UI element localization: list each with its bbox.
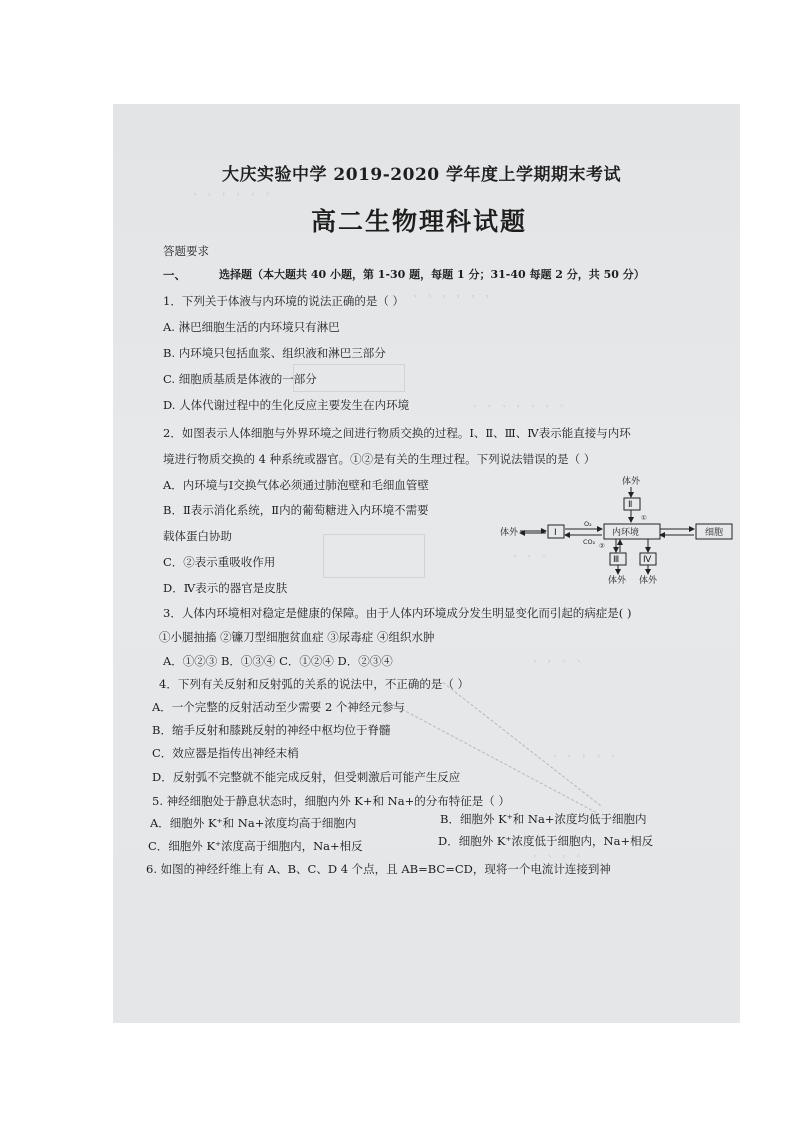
diagram-box-1-label: Ⅰ [554, 528, 557, 538]
q5-option-b: B．细胞外 K⁺和 Na+浓度均低于细胞内 [440, 812, 647, 826]
q2-stem-line2: 境进行物质交换的 4 种系统或器官。①②是有关的生理过程。下列说法错误的是（ ） [163, 452, 596, 466]
q5-option-c: C．细胞外 K⁺浓度高于细胞内，Na+相反 [148, 839, 363, 853]
q5-stem: 5. 神经细胞处于静息状态时，细胞内外 K+和 Na+的分布特征是（ ） [152, 794, 510, 808]
q5-option-a: A．细胞外 K⁺和 Na+浓度均高于细胞内 [150, 816, 357, 830]
q2-option-b-line1: B．Ⅱ表示消化系统，Ⅱ内的葡萄糖进入内环境不需要 [163, 503, 429, 517]
diagram-internal-label: 内环境 [612, 528, 640, 538]
q4-stem: 4．下列有关反射和反射弧的关系的说法中，不正确的是（ ） [159, 677, 469, 691]
q2-stem-line1: 2．如图表示人体细胞与外界环境之间进行物质交换的过程。Ⅰ、Ⅱ、Ⅲ、Ⅳ表示能直接与内环 [163, 426, 631, 440]
diagram-box-4-label: Ⅳ [643, 555, 652, 565]
q1-option-a: A. 淋巴细胞生活的内环境只有淋巴 [163, 320, 340, 334]
q1-option-b: B. 内环境只包括血浆、组织液和淋巴三部分 [163, 346, 386, 360]
diagram-cell-label: 细胞 [705, 528, 724, 538]
diagram-box-2-label: Ⅱ [628, 500, 633, 510]
bleed-through-text: 、 ， ， 。 ， [553, 746, 622, 759]
exchange-diagram [498, 474, 738, 586]
diagram-mark-2: ② [599, 542, 605, 550]
diagram-external-top: 体外 [622, 477, 641, 487]
bleed-through-box [323, 534, 425, 578]
exam-title: 大庆实验中学 2019-2020 学年度上学期期末考试 [222, 165, 622, 185]
diagram-o2: O₂ [584, 520, 592, 528]
q2-option-d: D．Ⅳ表示的器官是皮肤 [163, 581, 288, 595]
q6-stem: 6. 如图的神经纤维上有 A、B、C、D 4 个点，且 AB=BC=CD，现将一个电流计连接到神 [146, 862, 611, 876]
diagram-box-3-label: Ⅲ [613, 555, 620, 565]
diagram-external-left: 体外 [500, 528, 519, 538]
diagram-mark-1: ① [641, 514, 647, 522]
q4-option-d: D．反射弧不完整就不能完成反射，但受刺激后可能产生反应 [152, 770, 461, 784]
q3-items: ①小腿抽搐 ②镰刀型细胞贫血症 ③尿毒症 ④组织水肿 [159, 630, 435, 644]
bleed-through-text: ， ， 。 、 [533, 651, 588, 664]
bleed-through-text: 、 ， ， ， ， 。 [193, 184, 277, 197]
section-number: 一、 [163, 268, 186, 282]
q4-option-c: C．效应器是指传出神经末梢 [152, 746, 299, 760]
q1-stem: 1．下列关于体液与内环境的说法正确的是（ ） [163, 294, 404, 308]
q5-option-d: D．细胞外 K⁺浓度低于细胞内，Na+相反 [438, 834, 654, 848]
requirements-label: 答题要求 [163, 244, 209, 258]
diagram-co2: CO₂ [583, 538, 596, 546]
bleed-through-text: ， 、 ， 。 [533, 846, 588, 859]
diagram-external-bottom-1: 体外 [608, 576, 627, 586]
q2-option-a: A．内环境与Ⅰ交换气体必须通过肺泡壁和毛细血管壁 [163, 478, 429, 492]
exam-subtitle: 高二生物理科试题 [311, 207, 528, 236]
q4-option-a: A．一个完整的反射活动至少需要 2 个神经元参与 [152, 700, 405, 714]
q1-option-d: D. 人体代谢过程中的生化反应主要发生在内环境 [163, 398, 410, 412]
bleed-through-text: 、 ， 。 [513, 546, 553, 559]
q3-stem: 3．人体内环境相对稳定是健康的保障。由于人体内环境成分发生明显变化而引起的病症是( ) [163, 606, 632, 620]
q2-option-c: C．②表示重吸收作用 [163, 555, 276, 569]
q4-option-b: B．缩手反射和膝跳反射的神经中枢均位于脊髓 [152, 723, 391, 737]
q2-option-b-line2: 载体蛋白协助 [163, 529, 232, 543]
diagram-external-bottom-2: 体外 [639, 576, 658, 586]
q1-option-c: C. 细胞质基质是体液的一部分 [163, 372, 317, 386]
bleed-through-text: 、 。 ， ， ， ， [413, 286, 497, 299]
section-heading: 选择题（本大题共 40 小题，第 1-30 题，每题 1 分；31-40 每题 2 分，共 50 分） [219, 268, 645, 281]
bleed-through-text: ， ， 、 ， ， ， 。 [473, 396, 571, 409]
q3-options: A．①②③ B．①③④ C．①②④ D．②③④ [163, 654, 393, 668]
